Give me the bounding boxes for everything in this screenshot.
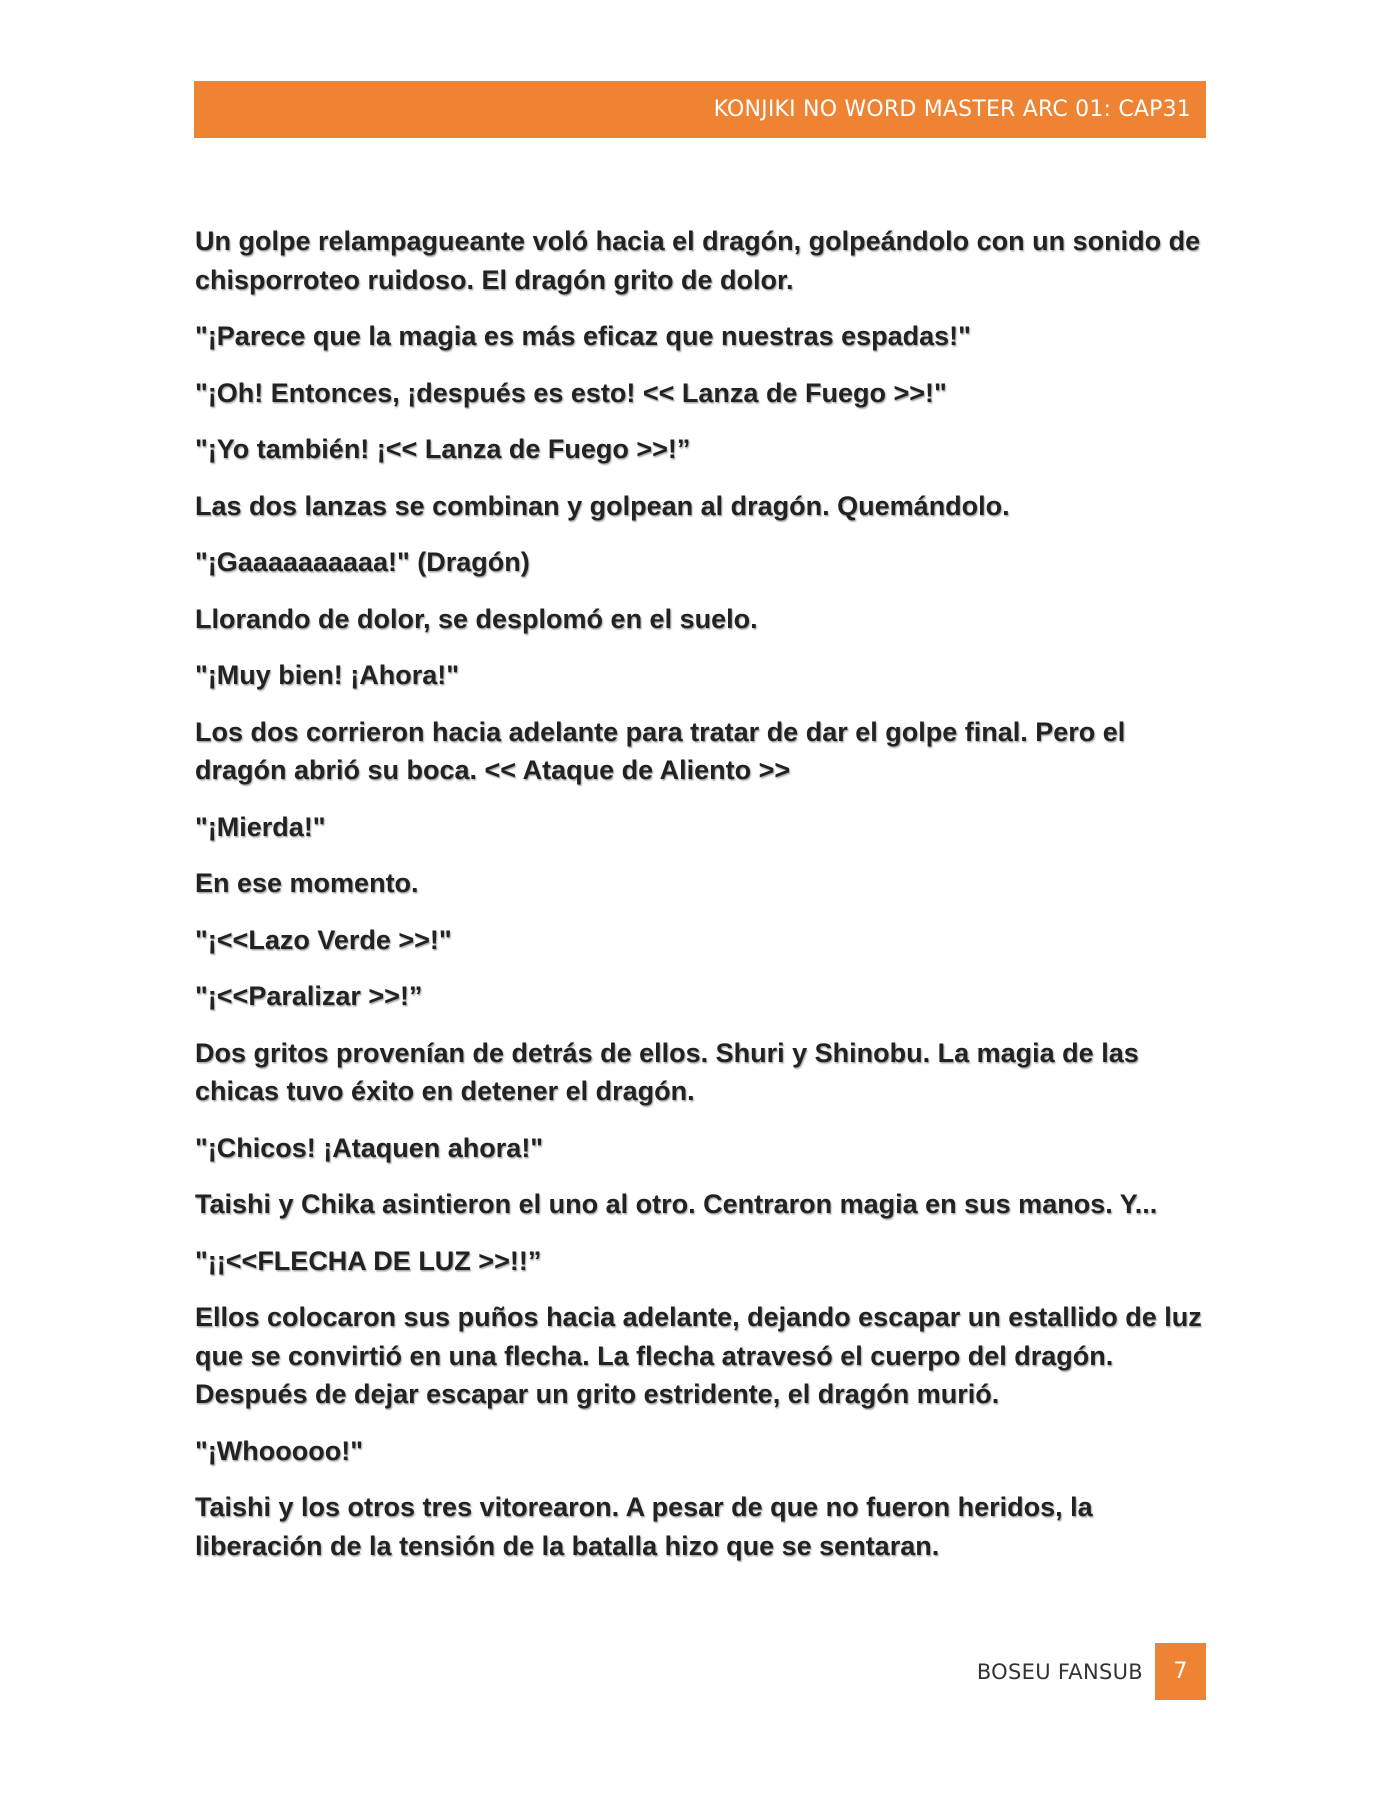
paragraph: Ellos colocaron sus puños hacia adelante, dejando escapar un estallido de luz que se convirtió en una flecha. La flecha atravesó el cuerpo del dragón. Después de dejar escapar un grito estridente, el dragón murió. [195, 1302, 1202, 1409]
paragraph: Dos gritos provenían de detrás de ellos. Shuri y Shinobu. La magia de las chicas tuvo éxito en detener el dragón. [195, 1037, 1139, 1106]
paragraph: "¡Muy bien! ¡Ahora!" [195, 660, 460, 690]
paragraph: "¡Whooooo!" [195, 1435, 364, 1466]
paragraph: "¡¡<<FLECHA DE LUZ >>!!” [195, 1245, 542, 1276]
footer-label: BOSEU FANSUB [976, 1659, 1143, 1684]
paragraph: "¡Gaaaaaaaaaa!" (Dragón) [195, 547, 530, 577]
paragraph: Llorando de dolor, se desplomó en el suelo. [195, 603, 758, 634]
paragraph: Los dos corrieron hacia adelante para tratar de dar el golpe final. Pero el dragón abrió su boca. << Ataque de Aliento >> [195, 716, 1126, 785]
page-number: 7 [1155, 1643, 1206, 1700]
paragraph: Taishi y los otros tres vitorearon. A pesar de que no fueron heridos, la liberación de la tensión de la batalla hizo que se sentaran. [195, 1492, 1093, 1561]
paragraph: "¡<<Paralizar >>!” [195, 981, 423, 1011]
paragraph: "¡Yo también! ¡<< Lanza de Fuego >>!” [195, 434, 691, 464]
paragraph: "¡Oh! Entonces, ¡después es esto! << Lanza de Fuego >>!" [195, 377, 947, 408]
header-bar [194, 81, 1206, 138]
paragraph: En ese momento. [195, 868, 419, 898]
paragraph: "¡Parece que la magia es más eficaz que nuestras espadas!" [195, 321, 971, 351]
paragraph: "¡Chicos! ¡Ataquen ahora!" [195, 1132, 544, 1163]
paragraph: "¡<<Lazo Verde >>!" [195, 924, 452, 955]
paragraph: "¡Mierda!" [195, 811, 326, 842]
header-title: KONJIKI NO WORD MASTER ARC 01: CAP31 [713, 97, 1191, 122]
paragraph: Taishi y Chika asintieron el uno al otro. Centraron magia en sus manos. Y... [195, 1189, 1158, 1219]
footer [977, 1643, 1206, 1700]
body-text [195, 222, 1205, 1583]
paragraph: Las dos lanzas se combinan y golpean al dragón. Quemándolo. [195, 490, 1010, 521]
paragraph: Un golpe relampagueante voló hacia el dragón, golpeándolo con un sonido de chisporroteo ruidoso. El dragón grito de dolor. [195, 226, 1201, 295]
